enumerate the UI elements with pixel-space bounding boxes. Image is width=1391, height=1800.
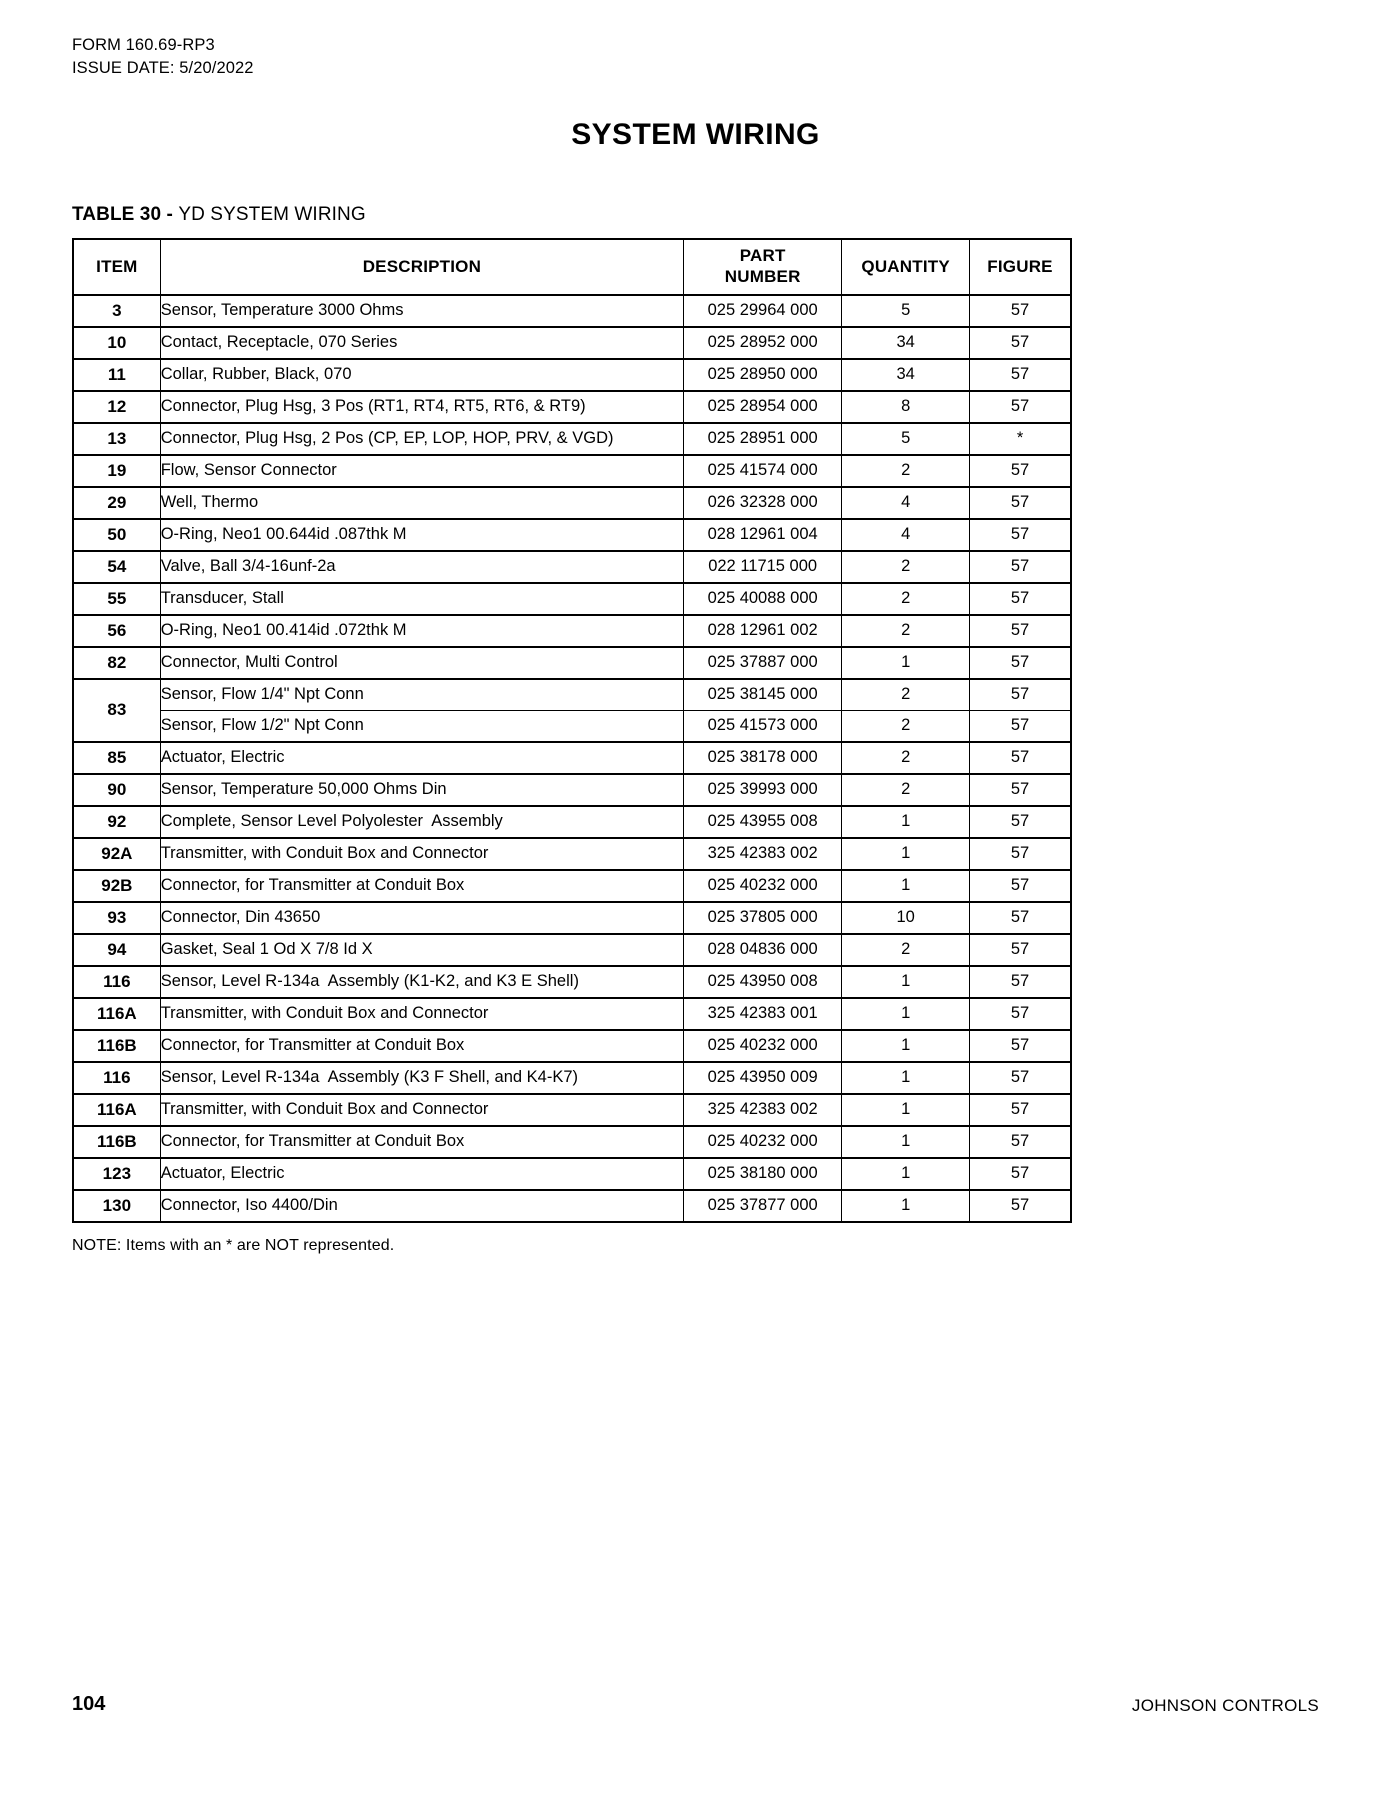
cell-figure: 57: [970, 583, 1071, 615]
cell-part-number: 025 40232 000: [684, 870, 842, 902]
cell-part-number: 025 29964 000: [684, 295, 842, 327]
cell-item: 85: [73, 742, 160, 774]
cell-figure: 57: [970, 615, 1071, 647]
form-number: FORM 160.69-RP3: [72, 36, 215, 54]
column-header-item: ITEM: [73, 239, 160, 295]
table-row: [73, 327, 1071, 359]
cell-quantity: 10: [842, 902, 970, 934]
table-row: [73, 647, 1071, 679]
cell-figure: 57: [970, 870, 1071, 902]
cell-item: 54: [73, 551, 160, 583]
table-row: [73, 359, 1071, 391]
cell-quantity: 1: [842, 1062, 970, 1094]
cell-quantity: 1: [842, 870, 970, 902]
table-row: [73, 934, 1071, 966]
cell-quantity: 1: [842, 1190, 970, 1222]
cell-quantity: 2: [842, 742, 970, 774]
cell-quantity: 2: [842, 615, 970, 647]
cell-item: 82: [73, 647, 160, 679]
cell-part-number: 025 28951 000: [684, 423, 842, 455]
cell-item: 116: [73, 966, 160, 998]
cell-item: 13: [73, 423, 160, 455]
cell-part-number: 025 28950 000: [684, 359, 842, 391]
table-row: [73, 1158, 1071, 1190]
cell-item: 55: [73, 583, 160, 615]
cell-item: 19: [73, 455, 160, 487]
cell-description: Connector, Iso 4400/Din: [160, 1190, 683, 1222]
cell-figure: 57: [970, 1030, 1071, 1062]
cell-quantity: 4: [842, 519, 970, 551]
cell-item: 123: [73, 1158, 160, 1190]
cell-figure: 57: [970, 966, 1071, 998]
table-row: [73, 774, 1071, 806]
table-row: [73, 487, 1071, 519]
table-row: [73, 1062, 1071, 1094]
cell-quantity: 1: [842, 1126, 970, 1158]
cell-item: 83: [73, 679, 160, 742]
cell-part-number: 025 40232 000: [684, 1030, 842, 1062]
cell-figure: 57: [970, 1126, 1071, 1158]
cell-item: 94: [73, 934, 160, 966]
cell-quantity: 2: [842, 551, 970, 583]
cell-description: Connector, for Transmitter at Conduit Box: [160, 870, 683, 902]
cell-description: Valve, Ball 3/4-16unf-2a: [160, 551, 683, 583]
cell-part-number: 025 40088 000: [684, 583, 842, 615]
cell-part-number: 025 41573 000: [684, 710, 842, 742]
cell-figure: 57: [970, 998, 1071, 1030]
table-body: [73, 295, 1071, 1222]
cell-figure: 57: [970, 838, 1071, 870]
cell-description: Connector, Multi Control: [160, 647, 683, 679]
cell-part-number: 025 38178 000: [684, 742, 842, 774]
cell-quantity: 34: [842, 359, 970, 391]
cell-quantity: 4: [842, 487, 970, 519]
table-row: [73, 1126, 1071, 1158]
cell-item: 93: [73, 902, 160, 934]
cell-part-number: 025 38180 000: [684, 1158, 842, 1190]
cell-quantity: 1: [842, 998, 970, 1030]
footer-page-number: 104: [72, 1693, 106, 1715]
cell-quantity: 5: [842, 423, 970, 455]
cell-figure: 57: [970, 710, 1071, 742]
cell-description: Connector, Din 43650: [160, 902, 683, 934]
cell-part-number: 028 12961 002: [684, 615, 842, 647]
cell-description: Connector, Plug Hsg, 3 Pos (RT1, RT4, RT5, RT6, & RT9): [160, 391, 683, 423]
table-row: [73, 806, 1071, 838]
table-row: [73, 679, 1071, 711]
cell-quantity: 1: [842, 966, 970, 998]
table-row: [73, 1094, 1071, 1126]
cell-figure: 57: [970, 359, 1071, 391]
cell-figure: 57: [970, 902, 1071, 934]
table-row: [73, 295, 1071, 327]
cell-quantity: 2: [842, 774, 970, 806]
cell-description: Transmitter, with Conduit Box and Connector: [160, 838, 683, 870]
cell-part-number: 325 42383 002: [684, 838, 842, 870]
cell-figure: 57: [970, 647, 1071, 679]
cell-quantity: 1: [842, 806, 970, 838]
cell-item: 3: [73, 295, 160, 327]
cell-figure: 57: [970, 774, 1071, 806]
cell-figure: 57: [970, 806, 1071, 838]
table-row: [73, 423, 1071, 455]
table-caption: [72, 204, 1319, 226]
cell-description: Sensor, Level R-134a Assembly (K3 F Shell, and K4-K7): [160, 1062, 683, 1094]
cell-description: Sensor, Level R-134a Assembly (K1-K2, and K3 E Shell): [160, 966, 683, 998]
cell-quantity: 1: [842, 1158, 970, 1190]
parts-table: [72, 238, 1072, 1223]
cell-item: 50: [73, 519, 160, 551]
cell-part-number: 025 37805 000: [684, 902, 842, 934]
cell-figure: 57: [970, 1062, 1071, 1094]
cell-part-number: 025 37887 000: [684, 647, 842, 679]
column-header-description: DESCRIPTION: [160, 239, 683, 295]
cell-description: O-Ring, Neo1 00.644id .087thk M: [160, 519, 683, 551]
table-note: NOTE: Items with an * are NOT represented.: [72, 1236, 395, 1254]
cell-description: Connector, Plug Hsg, 2 Pos (CP, EP, LOP, HOP, PRV, & VGD): [160, 423, 683, 455]
cell-item: 116A: [73, 998, 160, 1030]
cell-quantity: 2: [842, 455, 970, 487]
table-row: [73, 998, 1071, 1030]
cell-part-number: 025 40232 000: [684, 1126, 842, 1158]
cell-item: 92B: [73, 870, 160, 902]
cell-item: 116: [73, 1062, 160, 1094]
cell-description: Connector, for Transmitter at Conduit Box: [160, 1126, 683, 1158]
column-header-part-number-line2: NUMBER: [724, 266, 801, 286]
table-row: [73, 966, 1071, 998]
table-row: [73, 455, 1071, 487]
cell-figure: 57: [970, 455, 1071, 487]
cell-figure: 57: [970, 934, 1071, 966]
cell-figure: 57: [970, 1190, 1071, 1222]
cell-part-number: 025 37877 000: [684, 1190, 842, 1222]
cell-figure: *: [970, 423, 1071, 455]
cell-part-number: 028 04836 000: [684, 934, 842, 966]
cell-item: 11: [73, 359, 160, 391]
cell-item: 116A: [73, 1094, 160, 1126]
cell-quantity: 1: [842, 1030, 970, 1062]
cell-figure: 57: [970, 391, 1071, 423]
page-footer: [72, 1693, 1319, 1716]
cell-part-number: 025 43955 008: [684, 806, 842, 838]
cell-quantity: 1: [842, 838, 970, 870]
cell-item: 116B: [73, 1126, 160, 1158]
cell-item: 92A: [73, 838, 160, 870]
cell-description: Sensor, Flow 1/4" Npt Conn: [160, 679, 683, 711]
cell-figure: 57: [970, 327, 1071, 359]
cell-description: O-Ring, Neo1 00.414id .072thk M: [160, 615, 683, 647]
table-row: [73, 742, 1071, 774]
cell-part-number: 025 28952 000: [684, 327, 842, 359]
cell-part-number: 325 42383 001: [684, 998, 842, 1030]
cell-item: 130: [73, 1190, 160, 1222]
table-caption-name: YD SYSTEM WIRING: [178, 203, 366, 225]
cell-quantity: 34: [842, 327, 970, 359]
cell-quantity: 1: [842, 647, 970, 679]
cell-part-number: 026 32328 000: [684, 487, 842, 519]
cell-figure: 57: [970, 742, 1071, 774]
cell-item: 29: [73, 487, 160, 519]
cell-description: Transmitter, with Conduit Box and Connector: [160, 998, 683, 1030]
cell-figure: 57: [970, 1094, 1071, 1126]
column-header-part-number-line1: PART: [739, 246, 786, 266]
cell-part-number: 028 12961 004: [684, 519, 842, 551]
table-row: [73, 615, 1071, 647]
page-title: SYSTEM WIRING: [571, 117, 820, 151]
table-row: [73, 710, 1071, 742]
cell-description: Sensor, Temperature 50,000 Ohms Din: [160, 774, 683, 806]
cell-description: Actuator, Electric: [160, 742, 683, 774]
cell-description: Collar, Rubber, Black, 070: [160, 359, 683, 391]
cell-figure: 57: [970, 519, 1071, 551]
cell-part-number: 022 11715 000: [684, 551, 842, 583]
column-header-quantity: QUANTITY: [842, 239, 970, 295]
cell-part-number: 025 43950 008: [684, 966, 842, 998]
cell-item: 10: [73, 327, 160, 359]
cell-description: Complete, Sensor Level Polyolester Assembly: [160, 806, 683, 838]
cell-item: 12: [73, 391, 160, 423]
cell-description: Actuator, Electric: [160, 1158, 683, 1190]
table-row: [73, 551, 1071, 583]
cell-figure: 57: [970, 295, 1071, 327]
document-header: [72, 34, 1319, 80]
cell-description: Sensor, Temperature 3000 Ohms: [160, 295, 683, 327]
cell-quantity: 2: [842, 934, 970, 966]
table-row: [73, 583, 1071, 615]
cell-part-number: 025 38145 000: [684, 679, 842, 711]
table-row: [73, 1190, 1071, 1222]
table-row: [73, 838, 1071, 870]
cell-item: 56: [73, 615, 160, 647]
cell-description: Connector, for Transmitter at Conduit Box: [160, 1030, 683, 1062]
column-header-figure: FIGURE: [970, 239, 1071, 295]
table-row: [73, 870, 1071, 902]
table-header-row: [73, 239, 1071, 295]
cell-part-number: 025 28954 000: [684, 391, 842, 423]
cell-item: 90: [73, 774, 160, 806]
cell-description: Transducer, Stall: [160, 583, 683, 615]
cell-figure: 57: [970, 487, 1071, 519]
cell-figure: 57: [970, 679, 1071, 711]
cell-figure: 57: [970, 551, 1071, 583]
cell-description: Gasket, Seal 1 Od X 7/8 Id X: [160, 934, 683, 966]
footer-brand: JOHNSON CONTROLS: [1131, 1696, 1319, 1715]
cell-quantity: 2: [842, 679, 970, 711]
cell-quantity: 1: [842, 1094, 970, 1126]
cell-part-number: 325 42383 002: [684, 1094, 842, 1126]
cell-quantity: 5: [842, 295, 970, 327]
cell-figure: 57: [970, 1158, 1071, 1190]
table-row: [73, 519, 1071, 551]
cell-description: Well, Thermo: [160, 487, 683, 519]
cell-description: Flow, Sensor Connector: [160, 455, 683, 487]
issue-date: ISSUE DATE: 5/20/2022: [72, 58, 254, 77]
cell-part-number: 025 39993 000: [684, 774, 842, 806]
table-row: [73, 902, 1071, 934]
cell-item: 116B: [73, 1030, 160, 1062]
column-header-part-number: [684, 239, 842, 295]
cell-description: Contact, Receptacle, 070 Series: [160, 327, 683, 359]
table-header: [73, 239, 1071, 295]
table-row: [73, 1030, 1071, 1062]
cell-quantity: 2: [842, 710, 970, 742]
cell-item: 92: [73, 806, 160, 838]
cell-quantity: 8: [842, 391, 970, 423]
cell-description: Transmitter, with Conduit Box and Connector: [160, 1094, 683, 1126]
cell-quantity: 2: [842, 583, 970, 615]
cell-part-number: 025 41574 000: [684, 455, 842, 487]
cell-description: Sensor, Flow 1/2" Npt Conn: [160, 710, 683, 742]
cell-part-number: 025 43950 009: [684, 1062, 842, 1094]
table-row: [73, 391, 1071, 423]
table-caption-label: TABLE 30 -: [72, 203, 179, 225]
